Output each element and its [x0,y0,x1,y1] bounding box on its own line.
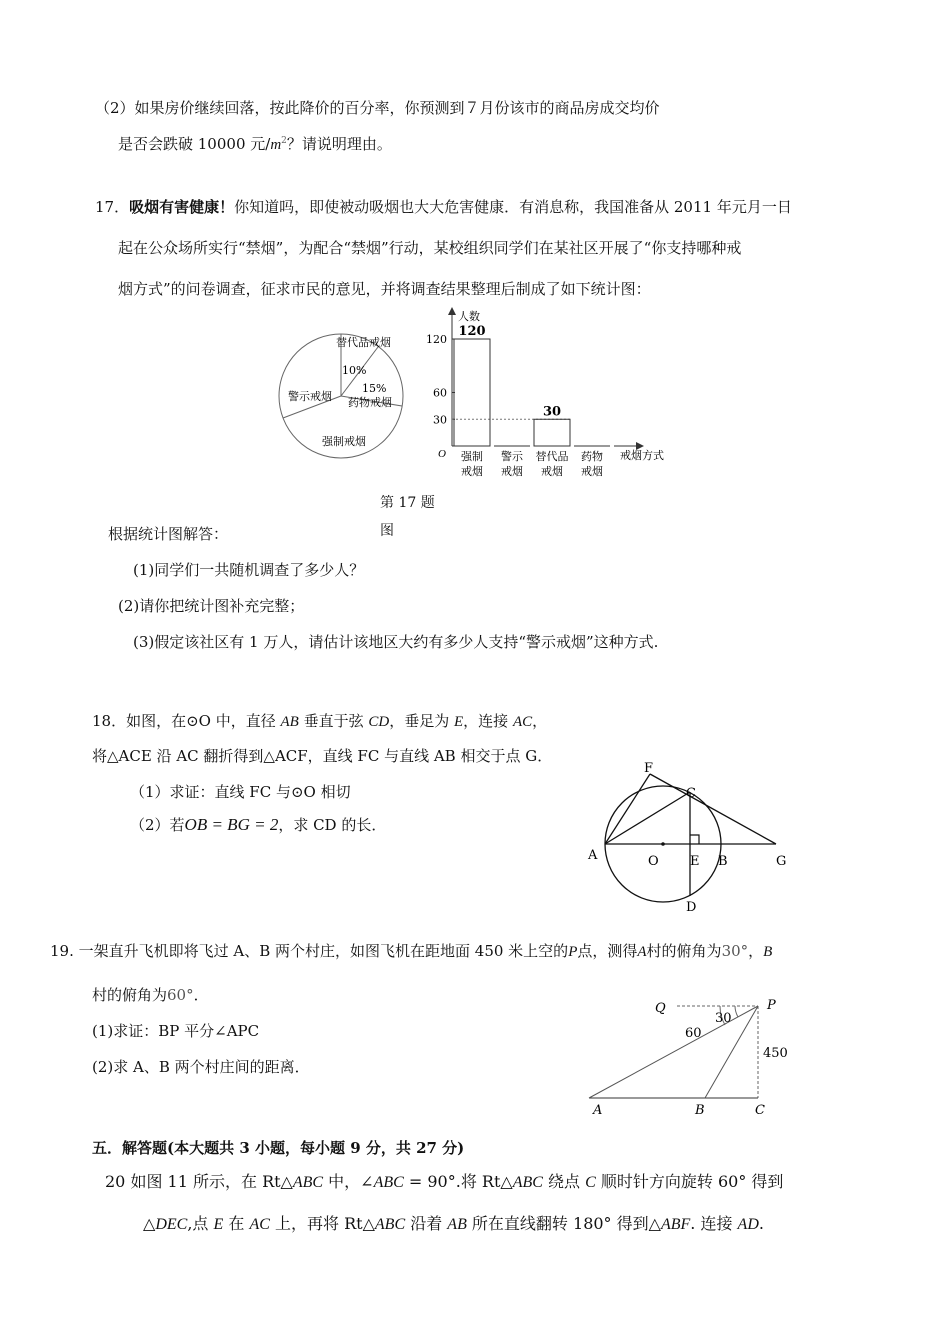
q17-sub3: (3)假定该社区有 1 万人，请估计该地区大约有多少人支持“警示戒烟”这种方式. [133,633,659,651]
y-tick-label: 120 [426,333,447,346]
svg-text:30: 30 [715,1011,732,1026]
x-tick-label: 强制 [461,450,483,463]
section-5-header: 五．解答题(本大题共 3 小题，每小题 9 分，共 27 分) [92,1139,465,1157]
q19-sub2: (2)求 A、B 两个村庄间的距离． [92,1058,310,1076]
q17-sub2: (2)请你把统计图补充完整； [118,597,305,615]
svg-text:B: B [695,1103,705,1118]
q18-line1: 18．如图，在⊙O 中，直径 AB 垂直于弦 CD，垂足为 E，连接 AC， [92,712,548,730]
q19-line2: 村的俯角为60°． [92,986,209,1004]
svg-text:A: A [593,1103,603,1118]
circle-figure [580,755,800,920]
x-tick-label: 戒烟 [501,465,523,478]
figure-caption: 第 17 题 [380,495,435,511]
pie-label-substitute: 替代品戒烟 [336,336,391,349]
q19-sub1: (1)求证：BP 平分∠APC [92,1022,260,1040]
svg-text:450: 450 [763,1046,788,1061]
q17-sub1: (1)同学们一共随机调查了多少人？ [133,561,365,579]
pie-chart [270,320,430,470]
figure-caption-2: 图 [380,523,394,539]
q17-line3: 烟方式”的问卷调查，征求市民的意见，并将调查结果整理后制成了如下统计图： [118,280,651,298]
q20-line1: 20 如图 11 所示，在 Rt△ABC 中，∠ABC = 90°.将 Rt△ABC 绕点 C 顺时针方向旋转 60° 得到 [105,1172,784,1191]
q17-line1: 17．吸烟有害健康！你知道吗，即使被动吸烟也大大危害健康．有消息称，我国准备从 2011 年元月一日 [95,198,792,216]
svg-text:C: C [755,1103,765,1118]
origin-label: O [438,448,446,460]
q19-line1: 19. 一架直升飞机即将飞过 A、B 两个村庄，如图飞机在距地面 450 米上空的P点，测得A村的俯角为30°，B [50,942,773,960]
q17-title: 吸烟有害健康！ [129,198,235,216]
y-axis-arrow [448,307,456,315]
pie-label-forced: 强制戒烟 [322,435,366,448]
y-tick-label: 60 [433,386,447,400]
q16-part2-line2: 是否会跌破 10000 元$/m^2$？请说明理由。 [118,135,392,153]
bar-data-label: 120 [458,324,486,339]
y-axis-label: 人数 [458,310,480,323]
bar-data-label: 30 [542,404,562,420]
q20-line2: △DEC,点 E 在 AC 上，再将 Rt△ABC 沿着 AB 所在直线翻转 180° 得到△ABF. 连接 AD. [143,1214,764,1233]
svg-text:A: A [588,848,598,863]
unit-m: m [270,137,282,153]
x-tick-label: 药物 [581,450,603,463]
q16-part2-line1: （2）如果房价继续回落，按此降价的百分率，你预测到７月份该市的商品房成交均价 [95,99,660,117]
q17-line2: 起在公众场所实行“禁烟”，为配合“禁烟”行动，某校组织同学们在某社区开展了“你支持哪种戒 [118,239,742,257]
bar-chart [426,305,680,485]
svg-text:D: D [686,900,697,915]
svg-text:P: P [767,998,776,1013]
svg-text:C: C [686,786,696,801]
svg-text:B: B [718,854,728,869]
pie-label-warning: 警示戒烟 [288,390,332,403]
q17-prompt: 根据统计图解答： [108,525,229,543]
svg-text:F: F [644,761,654,776]
x-tick-label: 替代品 [535,450,569,463]
svg-text:O: O [648,854,659,869]
x-tick-label: 警示 [501,450,523,463]
pie-pct-15: 15% [362,382,387,395]
x-tick-label: 戒烟 [541,465,563,478]
bar [534,419,570,446]
svg-text:Q: Q [655,1001,666,1016]
svg-text:E: E [690,854,700,869]
angle-figure [575,990,805,1120]
q18-line2: 将△ACE 沿 AC 翻折得到△ACF，直线 FC 与直线 AB 相交于点 G． [92,747,553,765]
pie-pct-10: 10% [342,364,367,377]
q18-sub1: （1）求证：直线 FC 与⊙O 相切 [130,783,351,801]
pie-label-medicine: 药物戒烟 [348,396,392,409]
bar [454,339,490,446]
equation: OB = BG = 2 [184,815,279,834]
svg-text:60: 60 [685,1026,702,1041]
svg-text:G: G [776,854,787,869]
x-tick-label: 戒烟 [581,465,603,478]
q18-sub2: （2）若OB = BG = 2，求 CD 的长． [130,815,387,834]
y-tick-label: 30 [433,413,447,427]
x-tick-label: 戒烟 [461,465,483,478]
x-axis-label: 戒烟方式 [620,449,664,462]
